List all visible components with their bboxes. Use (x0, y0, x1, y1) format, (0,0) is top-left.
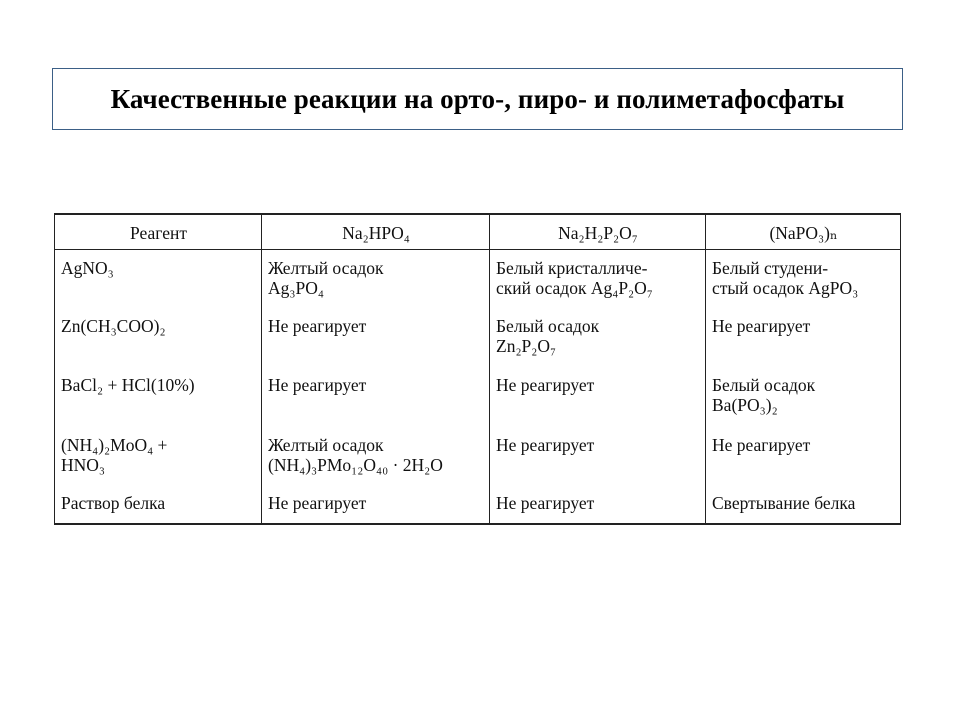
cell-meta (706, 375, 901, 435)
cell-ortho (262, 375, 490, 435)
cell-pyro (490, 435, 706, 493)
cell-reagent (55, 375, 262, 435)
title-box (52, 68, 903, 130)
cell-line: AgNO₃ (61, 258, 114, 278)
cell-line: (NH₄)₂MoO₄ + (61, 435, 168, 455)
reactions-table (54, 213, 901, 525)
cell-reagent (55, 435, 262, 493)
cell-line: Не реагирует (496, 435, 595, 455)
cell-line: (NH₄)₃PMo₁₂O₄₀ · 2H₂O (268, 455, 443, 475)
cell-pyro (490, 316, 706, 375)
page-title: Качественные реакции на орто-, пиро- и полиметафосфаты (110, 83, 845, 114)
table-row (55, 493, 901, 524)
cell-meta (706, 493, 901, 524)
cell-line: Желтый осадок (268, 258, 384, 278)
cell-line: Раствор белка (61, 493, 166, 513)
header-reagent: Реагент (55, 214, 262, 250)
cell-line: Белый осадок (496, 316, 600, 336)
cell-pyro (490, 493, 706, 524)
cell-line: Zn(CH₃COO)₂ (61, 316, 166, 336)
cell-ortho (262, 316, 490, 375)
cell-ortho (262, 435, 490, 493)
cell-line: Не реагирует (712, 316, 811, 336)
cell-line: Ba(PO₃)₂ (712, 395, 778, 415)
table-row (55, 316, 901, 375)
cell-line: Не реагирует (496, 493, 595, 513)
cell-line: Не реагирует (268, 316, 367, 336)
cell-line: Не реагирует (268, 375, 367, 395)
cell-meta (706, 316, 901, 375)
cell-meta (706, 250, 901, 317)
header-polymetaphosphate: (NaPO₃)ₙ (706, 214, 901, 250)
cell-line: стый осадок AgPO₃ (712, 278, 859, 298)
cell-line: Белый кристалличе- (496, 258, 648, 278)
cell-ortho (262, 493, 490, 524)
cell-line: Ag₃PO₄ (268, 278, 324, 298)
table-row (55, 435, 901, 493)
cell-line: Не реагирует (496, 375, 595, 395)
cell-reagent (55, 316, 262, 375)
cell-ortho (262, 250, 490, 317)
cell-line: ский осадок Ag₄P₂O₇ (496, 278, 653, 298)
cell-line: BaCl₂ + HCl(10%) (61, 375, 195, 395)
cell-line: Не реагирует (268, 493, 367, 513)
table-row (55, 375, 901, 435)
cell-line: Белый студени- (712, 258, 829, 278)
cell-reagent (55, 250, 262, 317)
cell-meta (706, 435, 901, 493)
cell-line: HNO₃ (61, 455, 106, 475)
cell-pyro (490, 375, 706, 435)
cell-pyro (490, 250, 706, 317)
cell-line: Белый осадок (712, 375, 816, 395)
cell-line: Zn₂P₂O₇ (496, 336, 557, 356)
header-orthophosphate: Na₂HPO₄ (262, 214, 490, 250)
header-pyrophosphate: Na₂H₂P₂O₇ (490, 214, 706, 250)
cell-line: Свертывание белка (712, 493, 856, 513)
cell-line: Не реагирует (712, 435, 811, 455)
cell-line: Желтый осадок (268, 435, 384, 455)
cell-reagent (55, 493, 262, 524)
table-header-row (55, 214, 901, 250)
reactions-table-container (54, 213, 900, 525)
table-row (55, 250, 901, 317)
